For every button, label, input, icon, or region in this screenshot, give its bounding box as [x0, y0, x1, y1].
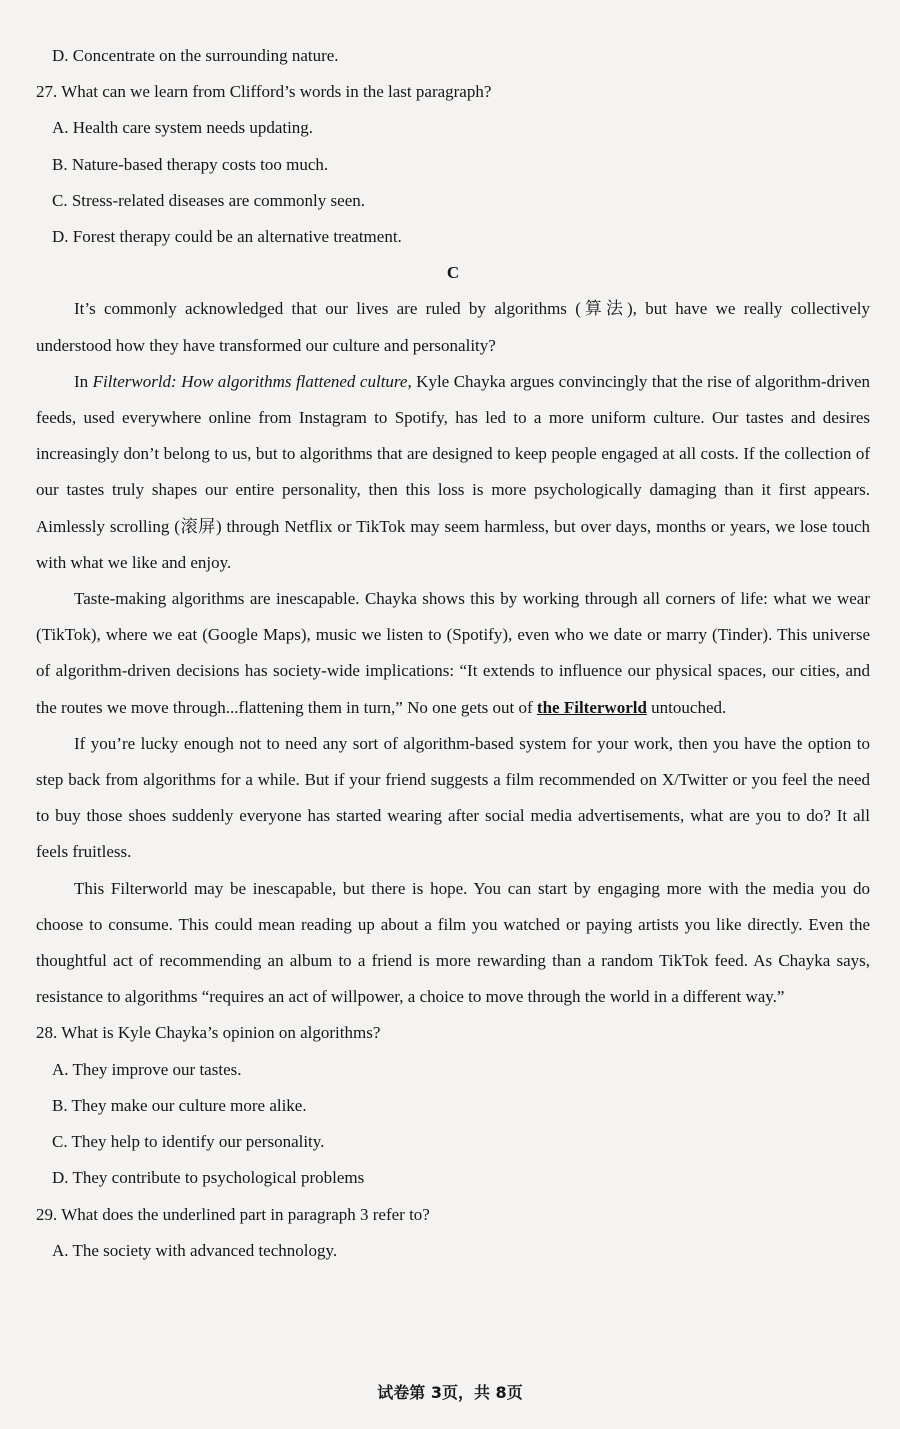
q28-question: 28. What is Kyle Chayka’s opinion on algorithms?	[36, 1023, 381, 1043]
exam-page	[36, 38, 870, 1269]
p2-rest: , Kyle Chayka argues convincingly that the rise of algorithm-driven feeds, used everywhere online from Instagram to Spotify, has led to a more uniform culture. Our tastes and desires increasingly don’t belong to us, but to algorithms that are designed to keep people engaged at all costs. If the collection of our tastes truly shapes our entire personality, then this loss is more psychologically damaging than it first appears. Aimlessly scrolling (滚屏) through Netflix or TikTok may seem harmless, but over days, months or years, we lose touch with what we like and enjoy.	[36, 371, 871, 572]
q27-option-c: C. Stress-related diseases are commonly seen.	[52, 190, 365, 210]
passage-paragraph-4: If you’re lucky enough not to need any sort of algorithm-based system for your work, then you have the option to step back from algorithms for a while. But if your friend suggests a film recommended on X/Twitter or you feel the need to buy those shoes suddenly everyone has started wearing after social media advertisements, what are you to do? It all feels fruitless.	[36, 733, 870, 862]
q28-option-d: D. They contribute to psychological problems	[52, 1168, 365, 1188]
book-title: Filterworld: How algorithms flattened culture	[92, 371, 408, 391]
passage-paragraph-2	[36, 364, 870, 581]
p3-main: Taste-making algorithms are inescapable. Chayka shows this by working through all corners of life: what we wear (TikTok), where we eat (Google Maps), music we listen to (Spotify), even who we date or marry (Tinder). This universe of algorithm-driven decisions has society-wide implications: “It extends to influence our physical spaces, our cities, and the routes we move through...flattening them in turn,” No one gets out of	[36, 589, 870, 717]
q27-question: 27. What can we learn from Clifford’s words in the last paragraph?	[36, 82, 492, 102]
q27-option-a: A. Health care system needs updating.	[52, 118, 314, 138]
underlined-phrase: the Filterworld	[536, 697, 647, 717]
q29-question: 29. What does the underlined part in paragraph 3 refer to?	[36, 1204, 430, 1224]
q27-option-b: B. Nature-based therapy costs too much.	[52, 154, 329, 174]
q27-option-d: D. Forest therapy could be an alternative treatment.	[52, 227, 402, 247]
p2-lead: In	[74, 371, 93, 391]
passage-paragraph-1: It’s commonly acknowledged that our lives are ruled by algorithms (算法), but have we really collectively understood how they have transformed our culture and personality?	[36, 299, 870, 355]
passage-section-letter: C	[446, 263, 460, 283]
p3-end: untouched.	[646, 697, 727, 717]
q26-option-d: D. Concentrate on the surrounding nature.	[52, 46, 339, 65]
q28-option-a: A. They improve our tastes.	[52, 1059, 242, 1079]
passage-paragraph-5: This Filterworld may be inescapable, but there is hope. You can start by engaging more with the media you do choose to consume. This could mean reading up about a film you watched or paying artists you like directly. Even the thoughtful act of recommending an album to a friend is more rewarding than a random TikTok feed. As Chayka says, resistance to algorithms “requires an act of willpower, a choice to move through the world in a different way.”	[36, 878, 870, 1007]
q28-option-c: C. They help to identify our personality.	[52, 1132, 325, 1152]
q28-option-b: B. They make our culture more alike.	[52, 1095, 307, 1115]
page-footer: 试卷第 3页，共 8页	[377, 1383, 523, 1402]
passage-paragraph-3	[36, 581, 870, 726]
q29-option-a: A. The society with advanced technology.	[52, 1240, 338, 1260]
